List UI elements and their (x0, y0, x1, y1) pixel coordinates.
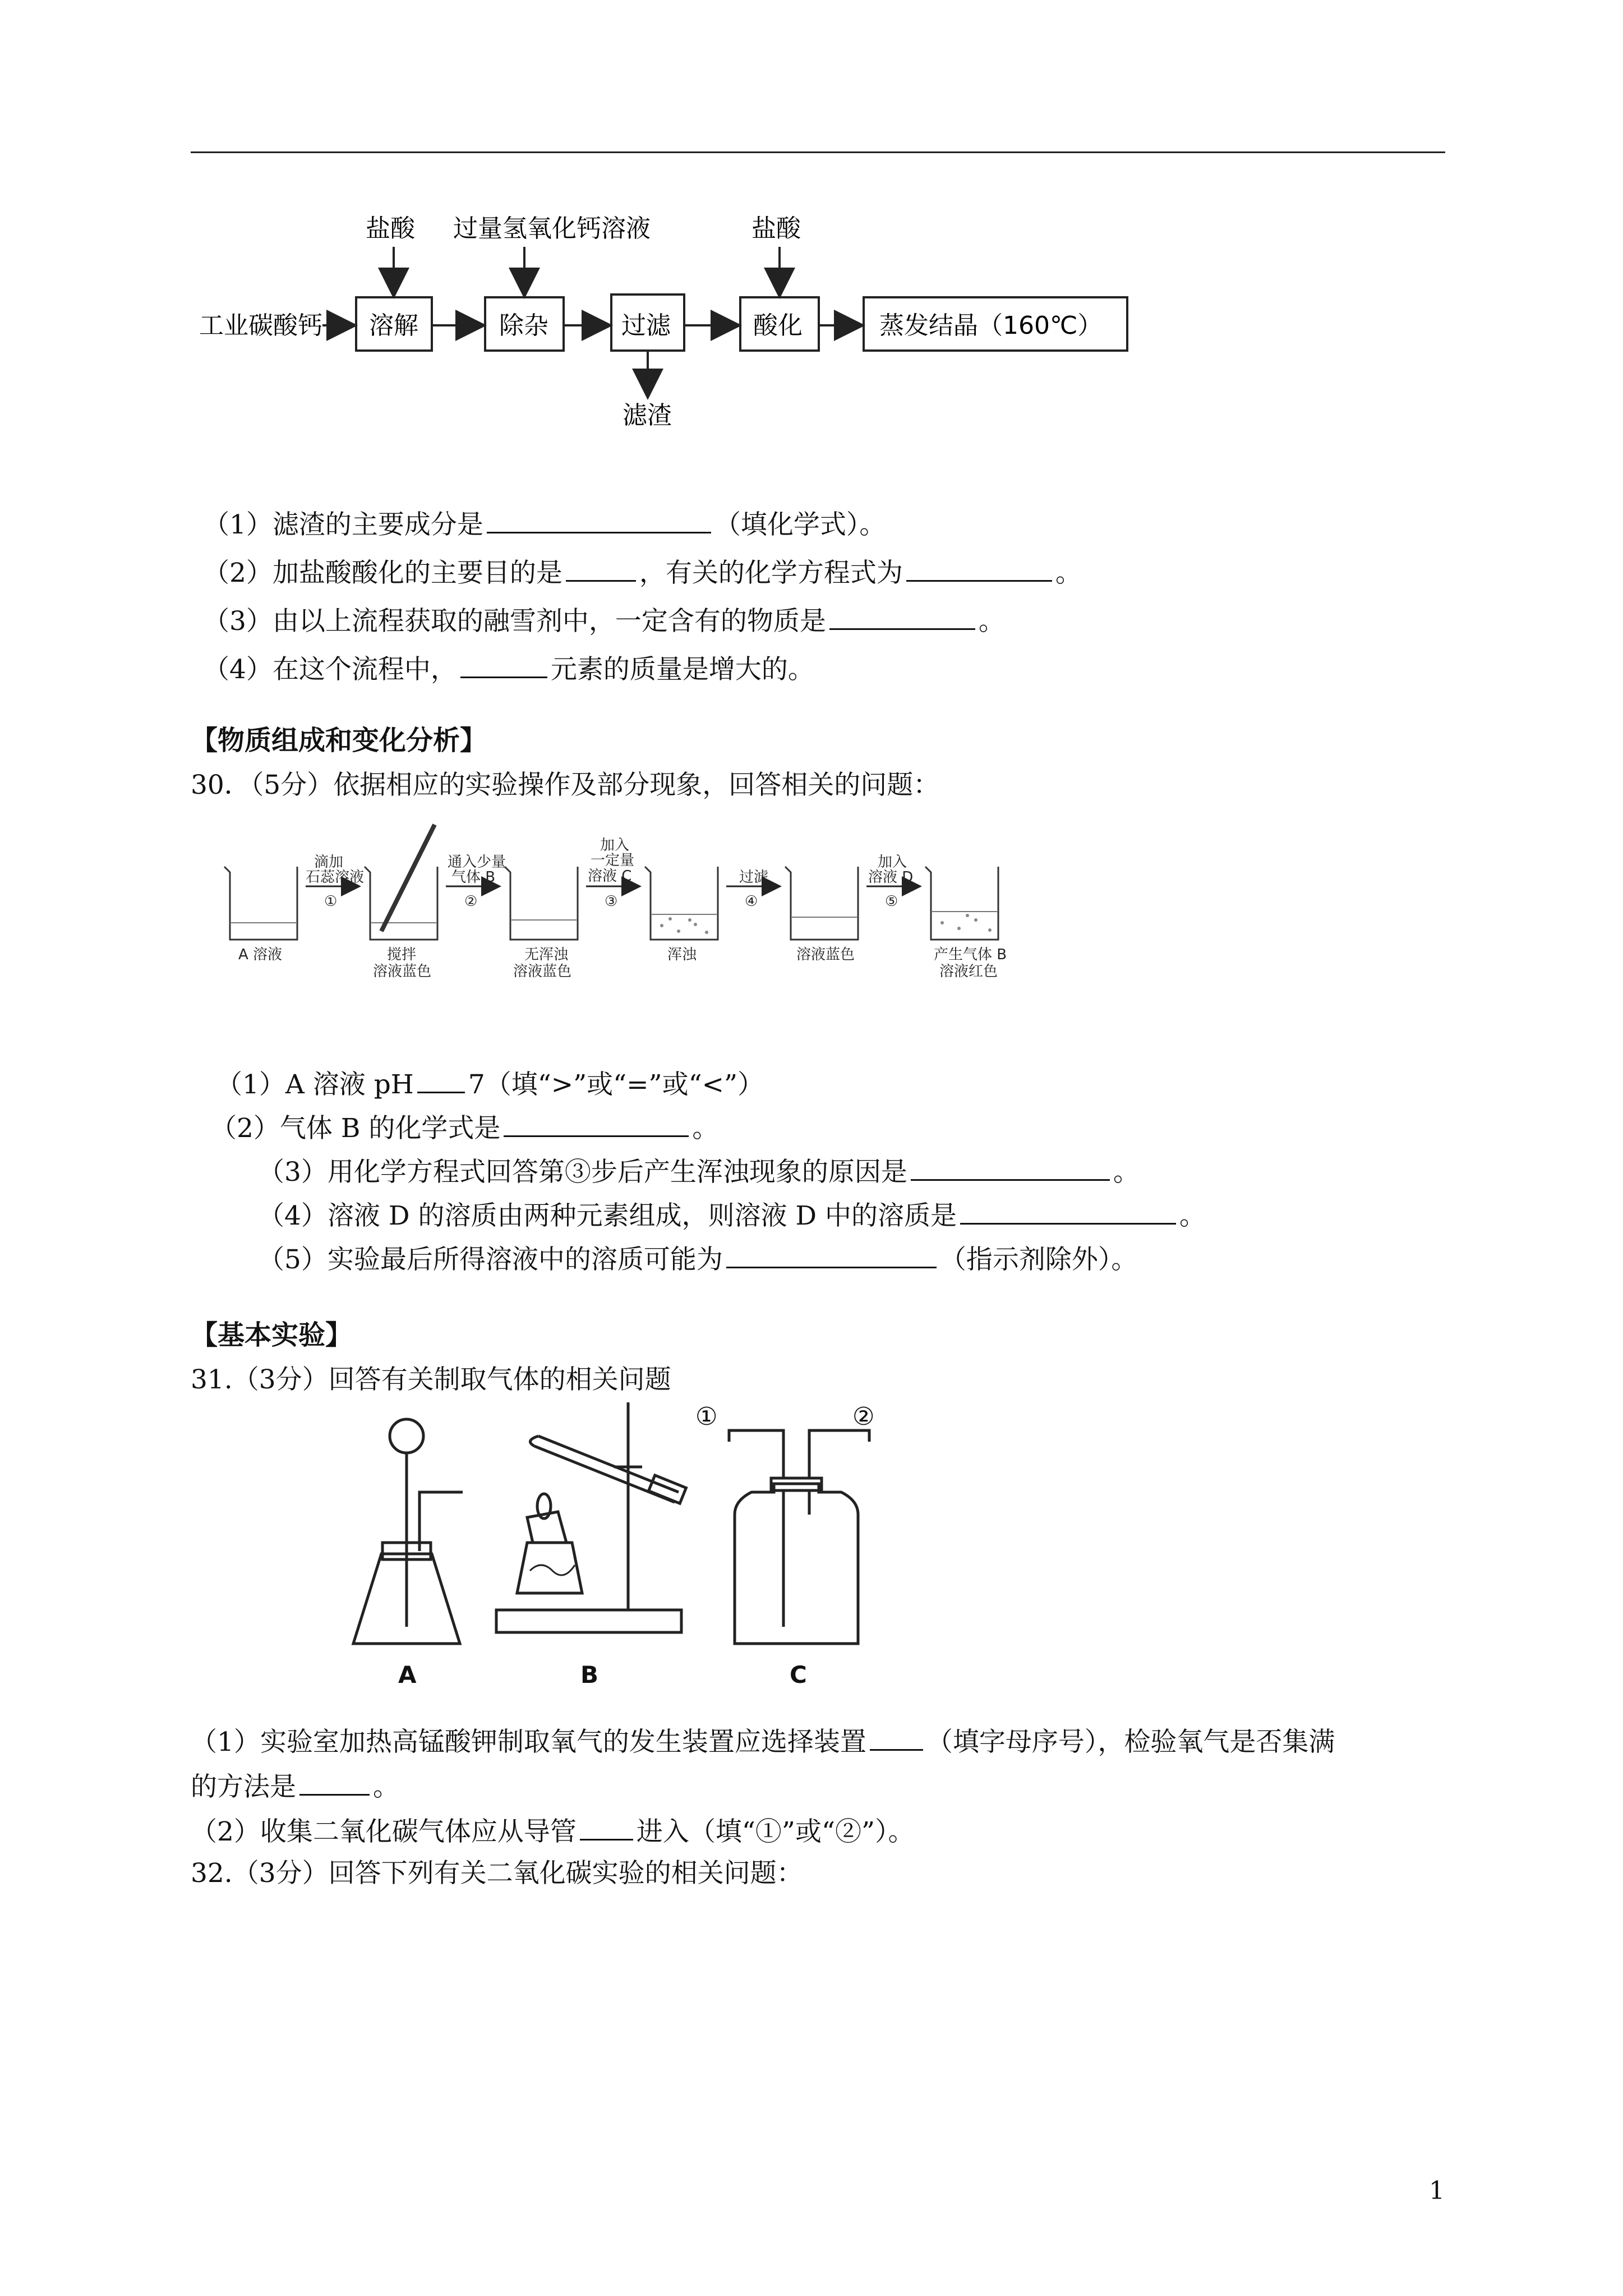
tube-1-label: ① (695, 1402, 718, 1431)
q29-item-3: （3）由以上流程获取的融雪剂中，一定含有的物质是 。 (203, 601, 1005, 638)
svg-text:溶液蓝色: 溶液蓝色 (513, 963, 572, 980)
svg-text:一定量: 一定量 (591, 852, 635, 869)
svg-text:酸化: 酸化 (753, 311, 803, 340)
answer-blank[interactable] (487, 505, 711, 533)
header-rule (191, 151, 1445, 153)
q30-title: 30．（5分）依据相应的实验操作及部分现象，回答相关的问题： (191, 770, 940, 800)
svg-text:滴加: 滴加 (314, 854, 344, 871)
svg-text:浑浊: 浑浊 (667, 946, 697, 963)
q29-item-4: （4）在这个流程中， 元素的质量是增大的。 (203, 650, 814, 687)
svg-text:A 溶液: A 溶液 (238, 946, 283, 963)
svg-text:搅拌: 搅拌 (387, 946, 417, 963)
answer-blank[interactable] (829, 601, 975, 630)
svg-text:③: ③ (605, 893, 618, 910)
answer-blank[interactable] (504, 1108, 689, 1137)
answer-blank[interactable] (460, 650, 547, 678)
beaker-experiment-diagram (213, 819, 1043, 999)
answer-blank[interactable] (566, 553, 636, 582)
svg-text:①: ① (324, 893, 338, 910)
svg-text:溶液蓝色: 溶液蓝色 (796, 946, 855, 963)
svg-text:过滤: 过滤 (621, 311, 671, 340)
q30-item-1: （1）A 溶液 pH 7（填“>”或“=”或“<”） (216, 1065, 764, 1102)
svg-text:溶液蓝色: 溶液蓝色 (373, 963, 432, 980)
q31-item-2: （2）收集二氧化碳气体应从导管 进入（填“①”或“②”）。 (191, 1812, 915, 1849)
svg-text:石蕊溶液: 石蕊溶液 (306, 869, 365, 886)
q30-item-2: （2）气体 B 的化学式是 。 (210, 1108, 718, 1145)
flow-residue: 滤渣 (623, 401, 672, 430)
gas-apparatus-diagram (336, 1402, 953, 1694)
svg-text:无浑浊: 无浑浊 (524, 946, 569, 963)
answer-blank[interactable] (299, 1767, 370, 1796)
svg-text:溶液 D: 溶液 D (868, 869, 914, 886)
apparatus-label-c: C (790, 1661, 807, 1688)
apparatus-label-b: B (580, 1661, 599, 1688)
page-number: 1 (1429, 2177, 1445, 2205)
svg-text:②: ② (464, 893, 478, 910)
svg-text:通入少量: 通入少量 (448, 854, 506, 871)
svg-text:气体 B: 气体 B (451, 869, 496, 886)
apparatus-label-a: A (398, 1661, 417, 1688)
answer-blank[interactable] (911, 1152, 1110, 1181)
q31-item-1: （1）实验室加热高锰酸钾制取氧气的发生装置应选择装置 （填字母序号），检验氧气是否集满 (191, 1722, 1335, 1759)
svg-text:蒸发结晶（160℃）: 蒸发结晶（160℃） (879, 311, 1103, 340)
svg-text:溶液红色: 溶液红色 (939, 963, 998, 980)
q31-item-1-cont: 的方法是 。 (191, 1767, 399, 1804)
q30-item-5: （5）实验最后所得溶液中的溶质可能为 （指示剂除外）。 (258, 1240, 1137, 1277)
svg-text:④: ④ (745, 893, 758, 910)
svg-text:除杂: 除杂 (499, 311, 548, 340)
flow-add-lime: 过量氢氧化钙溶液 (453, 214, 651, 243)
answer-blank[interactable] (870, 1722, 923, 1751)
q29-item-2: （2）加盐酸酸化的主要目的是 ，有关的化学方程式为 。 (203, 553, 1082, 590)
flow-add-acid-1: 盐酸 (366, 214, 415, 243)
flow-add-acid-2: 盐酸 (751, 214, 801, 243)
svg-text:溶液 C: 溶液 C (588, 868, 632, 885)
flow-chart (191, 208, 1200, 443)
tube-2-label: ② (852, 1402, 875, 1431)
svg-text:过滤: 过滤 (739, 869, 769, 886)
q29-item-1: （1）滤渣的主要成分是 （填化学式）。 (203, 505, 886, 542)
answer-blank[interactable] (726, 1240, 937, 1268)
svg-text:⑤: ⑤ (885, 893, 898, 910)
answer-blank[interactable] (580, 1812, 633, 1841)
svg-text:加入: 加入 (878, 854, 907, 871)
flow-start: 工业碳酸钙 (199, 311, 322, 340)
answer-blank[interactable] (417, 1065, 465, 1093)
answer-blank[interactable] (960, 1196, 1176, 1225)
q31-title: 31.（3分）回答有关制取气体的相关问题 (191, 1364, 671, 1395)
q32-title: 32.（3分）回答下列有关二氧化碳实验的相关问题： (191, 1858, 803, 1889)
svg-text:产生气体 B: 产生气体 B (934, 946, 1007, 963)
svg-text:加入: 加入 (600, 837, 630, 854)
q30-item-4: （4）溶液 D 的溶质由两种元素组成，则溶液 D 中的溶质是 。 (258, 1196, 1206, 1233)
section-heading: 【基本实验】 (191, 1319, 353, 1351)
q30-item-3: （3）用化学方程式回答第③步后产生浑浊现象的原因是 。 (258, 1152, 1140, 1189)
svg-text:溶解: 溶解 (369, 311, 418, 340)
answer-blank[interactable] (906, 553, 1052, 582)
section-heading: 【物质组成和变化分析】 (191, 725, 487, 756)
